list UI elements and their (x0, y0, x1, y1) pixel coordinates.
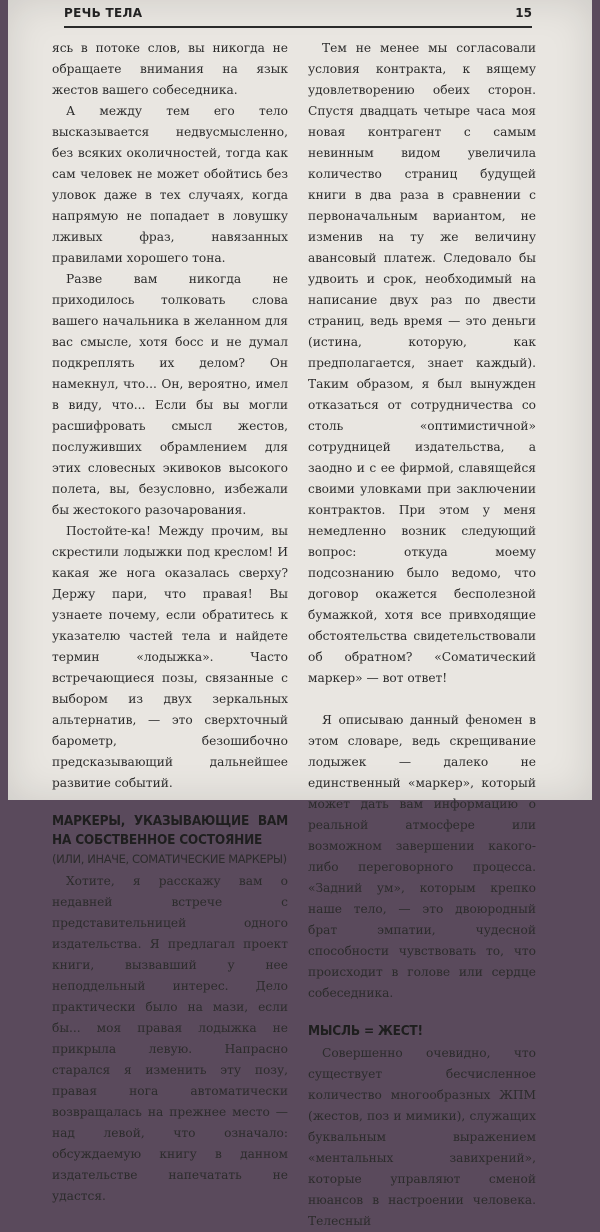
section-heading (52, 812, 288, 869)
section-heading (308, 1022, 536, 1041)
paragraph: Тем не менее мы согласовали условия контракта, к вящему удовлетворению обеих сторон. Спустя двадцать четыре часа моя новая контрагент с самым невинным видом увеличила количество страниц будущей книги в два раза в сравнении с первоначальным вариантом, не изменив на ту же величину авансовый платеж. Следовало бы удвоить и срок, необходимый на написание двух раз по двести страниц, ведь время — это деньги (истина, которую, как предполагается, знает каждый). Таким образом, я был вынужден отказаться от сотрудничества со столь «оптимистичной» сотрудницей издательства, а заодно и с ее фирмой, славящейся своими уловками при заключении контрактов. При этом у меня немедленно возник следующий вопрос: откуда моему подсознанию было ведомо, что договор окажется бесполезной бумажкой, хотя все привходящие обстоятельства свидетельствовали об обратном? «Соматический маркер» — вот ответ! (308, 41, 536, 685)
right-column (308, 38, 536, 1232)
section-heading-main: МЫСЛЬ = ЖЕСТ! (308, 1023, 423, 1039)
left-column (52, 38, 288, 1207)
paragraph: Хотите, я расскажу вам о недавней встрече с представительницей одного издательства. Я предлагал проект книги, вызвавший у нее неподдельный интерес. Дело практически было на мази, если бы... моя правая лодыжка не прикрыла левую. Напрасно старался я изменить эту позу, правая нога автоматически возвращалась на прежнее место — над левой, что означало: обсуждаемую книгу в данном издательстве напечатать не удастся. (52, 874, 288, 1203)
paragraph: Разве вам никогда не приходилось толковать слова вашего начальника в желанном для вас смысле, хотя босс и не думал подкреплять их делом? Он намекнул, что... Он, вероятно, имел в виду, что... Если бы вы могли расшифровать смысл жестов, послуживших обрамлением для этих словесных экивоков высокого полета, вы, безусловно, избежали бы жестокого разочарования. (52, 272, 288, 517)
book-page (8, 0, 592, 1228)
section-heading-sub: (ИЛИ, ИНАЧЕ, СОМАТИЧЕСКИЕ МАРКЕРЫ) (52, 852, 287, 866)
paragraph: Постойте-ка! Между прочим, вы скрестили лодыжки под креслом! И какая же нога оказалась сверху? Держу пари, что правая! Вы узнаете почему, если обратитесь к указателю частей тела и найдете термин «лодыжка». Часто встречающиеся позы, связанные с выбором из двух зеркальных альтернатив, — это сверхточный барометр, безошибочно предсказывающий дальнейшее развитие событий. (52, 524, 288, 790)
paragraph: ясь в потоке слов, вы никогда не обращаете внимания на язык жестов вашего собеседника. (52, 41, 288, 97)
paragraph: Совершенно очевидно, что существует бесчисленное количество многообразных ЖПМ (жестов, поз и мимики), служащих буквальным выражением «ментальных завихрений», которые управляют сменой нюансов в настроении человека. Телесный (308, 1046, 536, 1228)
section-heading-main: МАРКЕРЫ, УКАЗЫВАЮЩИЕ ВАМ НА СОБСТВЕННОЕ СОСТОЯНИЕ (52, 813, 288, 848)
paragraph: А между тем его тело высказывается недвусмысленно, без всяких околичностей, тогда как сам человек не может обойтись без уловок даже в тех случаях, когда напрямую не попадает в ловушку лживых фраз, навязанных правилами хорошего тона. (52, 104, 288, 265)
page-number: 15 (515, 6, 532, 20)
running-head: РЕЧЬ ТЕЛА (64, 6, 143, 20)
page-header (64, 4, 532, 28)
paragraph: Я описываю данный феномен в этом словаре, ведь скрещивание лодыжек — далеко не единственный «маркер», который может дать вам информацию о реальной атмосфере или возможном завершении какого-либо переговорного процесса. «Задний ум», которым крепко наше тело, — это двоюродный брат эмпатии, чудесной способности чувствовать то, что происходит в голове или сердце собеседника. (308, 713, 536, 1000)
